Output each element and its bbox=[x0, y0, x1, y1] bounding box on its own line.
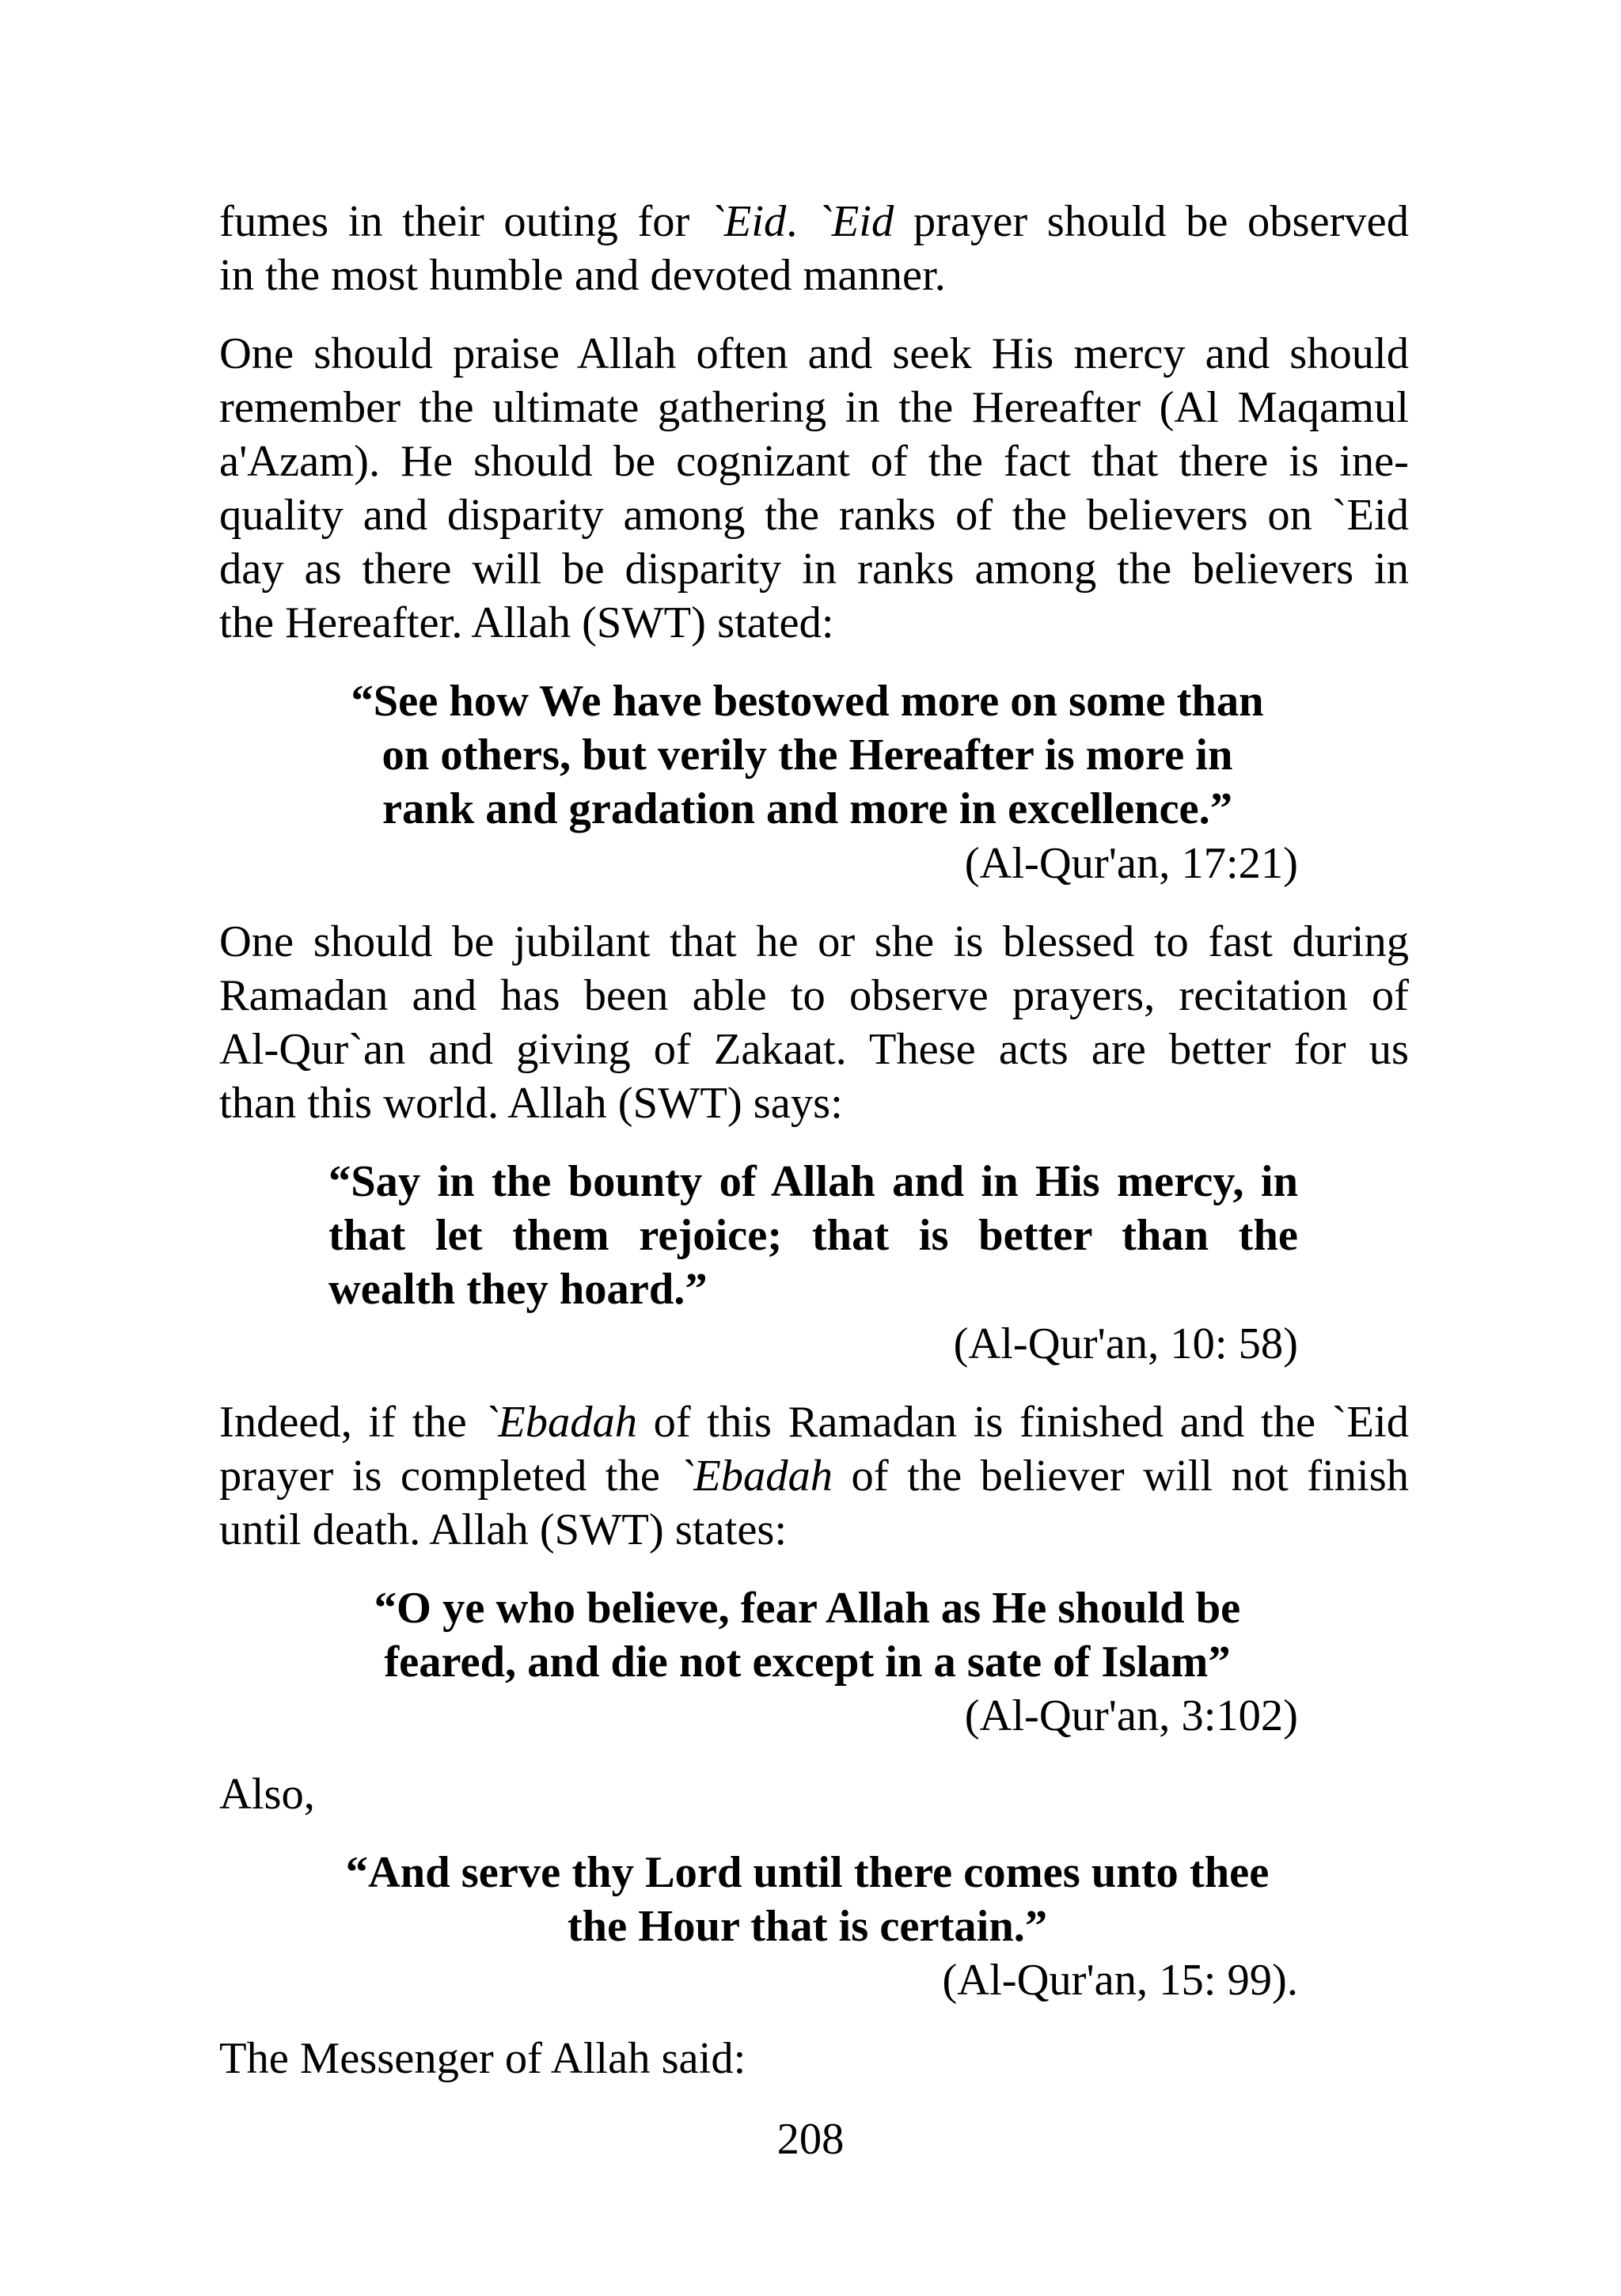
quote-4-line-1: “And serve thy Lord until there comes unto thee bbox=[345, 1848, 1270, 1897]
body-line-15: until death. Allah (SWT) states: bbox=[219, 1505, 788, 1554]
body-line-8: the Hereafter. Allah (SWT) stated: bbox=[219, 598, 834, 647]
italic-term-ebadah: `Ebadah bbox=[483, 1398, 637, 1447]
citation-3: (Al-Qur'an, 3:102) bbox=[964, 1691, 1298, 1740]
body-line-4: remember the ultimate gathering in the Hereafter (Al Maqamul bbox=[219, 383, 1409, 432]
body-line-14 bbox=[219, 1449, 1409, 1503]
body-line-2: in the most humble and devoted manner. bbox=[219, 251, 946, 300]
citation-4: (Al-Qur'an, 15: 99). bbox=[942, 1956, 1298, 2005]
body-line-11: Al-Qur`an and giving of Zakaat. These acts are better for us bbox=[219, 1025, 1409, 1074]
quote-1-line-3: rank and gradation and more in excellence.” bbox=[382, 784, 1233, 833]
quote-2-line-1: “Say in the bounty of Allah and in His mercy, in bbox=[328, 1157, 1298, 1206]
body-line-12: than this world. Allah (SWT) says: bbox=[219, 1079, 843, 1128]
text-run: fumes in their outing for bbox=[219, 197, 709, 246]
text-run: . bbox=[786, 197, 817, 246]
body-line-13 bbox=[219, 1395, 1409, 1449]
quote-2-line-3: wealth they hoard.” bbox=[328, 1265, 708, 1314]
body-line-5: a'Azam). He should be cognizant of the fact that there is ine- bbox=[219, 437, 1409, 486]
body-line-9: One should be jubilant that he or she is blessed to fast during bbox=[219, 917, 1409, 966]
italic-term-eid: `Eid bbox=[816, 197, 894, 246]
body-line-7: day as there will be disparity in ranks among the believers in bbox=[219, 545, 1409, 594]
page-number: 208 bbox=[776, 2115, 845, 2164]
text-run: Indeed, if the bbox=[219, 1398, 484, 1447]
text-run: of the believer will not finish bbox=[833, 1452, 1409, 1501]
body-line-10: Ramadan and has been able to observe prayers, recitation of bbox=[219, 971, 1409, 1020]
citation-1: (Al-Qur'an, 17:21) bbox=[964, 839, 1298, 888]
text-run: prayer is completed the bbox=[219, 1452, 679, 1501]
quote-1-line-2: on others, but verily the Hereafter is more in bbox=[382, 731, 1233, 780]
text-run: of this Ramadan is finished and the `Eid bbox=[636, 1398, 1409, 1447]
italic-term-eid: `Eid bbox=[708, 197, 787, 246]
body-line-17: The Messenger of Allah said: bbox=[219, 2034, 746, 2083]
body-line-1 bbox=[219, 195, 1409, 249]
quote-3-line-1: “O ye who believe, fear Allah as He should be bbox=[374, 1584, 1241, 1633]
quote-3-line-2: feared, and die not except in a sate of Islam” bbox=[384, 1638, 1231, 1687]
body-line-6: quality and disparity among the ranks of the believers on `Eid bbox=[219, 491, 1409, 540]
italic-term-ebadah: `Ebadah bbox=[678, 1452, 833, 1501]
body-line-3: One should praise Allah often and seek His mercy and should bbox=[219, 329, 1409, 378]
quote-4-line-2: the Hour that is certain.” bbox=[567, 1902, 1048, 1951]
text-run: prayer should be observed bbox=[894, 197, 1410, 246]
citation-2: (Al-Qur'an, 10: 58) bbox=[953, 1319, 1298, 1368]
body-line-16: Also, bbox=[219, 1770, 315, 1819]
quote-1-line-1: “See how We have bestowed more on some than bbox=[351, 677, 1264, 726]
quote-2-line-2: that let them rejoice; that is better than the bbox=[328, 1211, 1298, 1260]
